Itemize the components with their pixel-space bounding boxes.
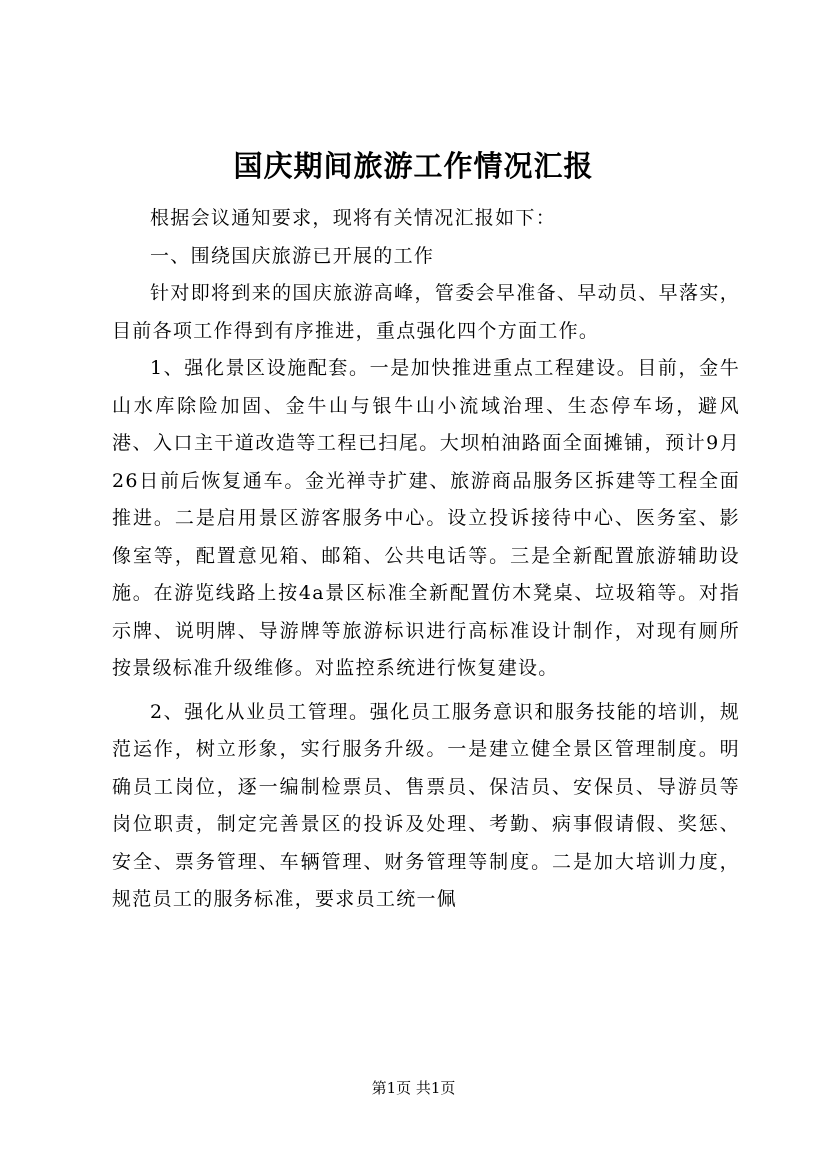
paragraph-facilities: 1、强化景区设施配套。一是加快推进重点工程建设。目前，金牛山水库除险加固、金牛山与银牛山小流域治理、生态停车场，避风港、入口主干道改造等工程已扫尾。大坝柏油路面全面摊铺，预计9月26日前后恢复通车。金光禅寺扩建、旅游商品服务区拆建等工程全面推进。二是启用景区游客服务中心。设立投诉接待中心、医务室、影像室等，配置意见箱、邮箱、公共电话等。三是全新配置旅游辅助设施。在游览线路上按4a景区标准全新配置仿木凳桌、垃圾箱等。对指示牌、说明牌、导游牌等旅游标识进行高标准设计制作，对现有厕所按景级标准升级维修。对监控系统进行恢复建设。 bbox=[112, 357, 740, 679]
document-body bbox=[112, 200, 740, 919]
paragraph-overview: 针对即将到来的国庆旅游高峰，管委会早准备、早动员、早落实，目前各项工作得到有序推进，重点强化四个方面工作。 bbox=[112, 282, 740, 342]
page-footer bbox=[0, 1078, 827, 1098]
paragraph-staff: 2、强化从业员工管理。强化员工服务意识和服务技能的培训，规范运作，树立形象，实行服务升级。一是建立健全景区管理制度。明确员工岗位，逐一编制检票员、售票员、保洁员、安保员、导游员等岗位职责，制定完善景区的投诉及处理、考勤、病事假请假、奖惩、安全、票务管理、车辆管理、财务管理等制度。二是加大培训力度，规范员工的服务标准，要求员工统一佩 bbox=[112, 700, 740, 910]
paragraph-intro: 根据会议通知要求，现将有关情况汇报如下： bbox=[150, 207, 557, 229]
page-number: 第1页 共1页 bbox=[371, 1079, 456, 1097]
section-heading: 一、围绕国庆旅游已开展的工作 bbox=[150, 244, 435, 267]
document-title: 国庆期间旅游工作情况汇报 bbox=[233, 149, 594, 183]
